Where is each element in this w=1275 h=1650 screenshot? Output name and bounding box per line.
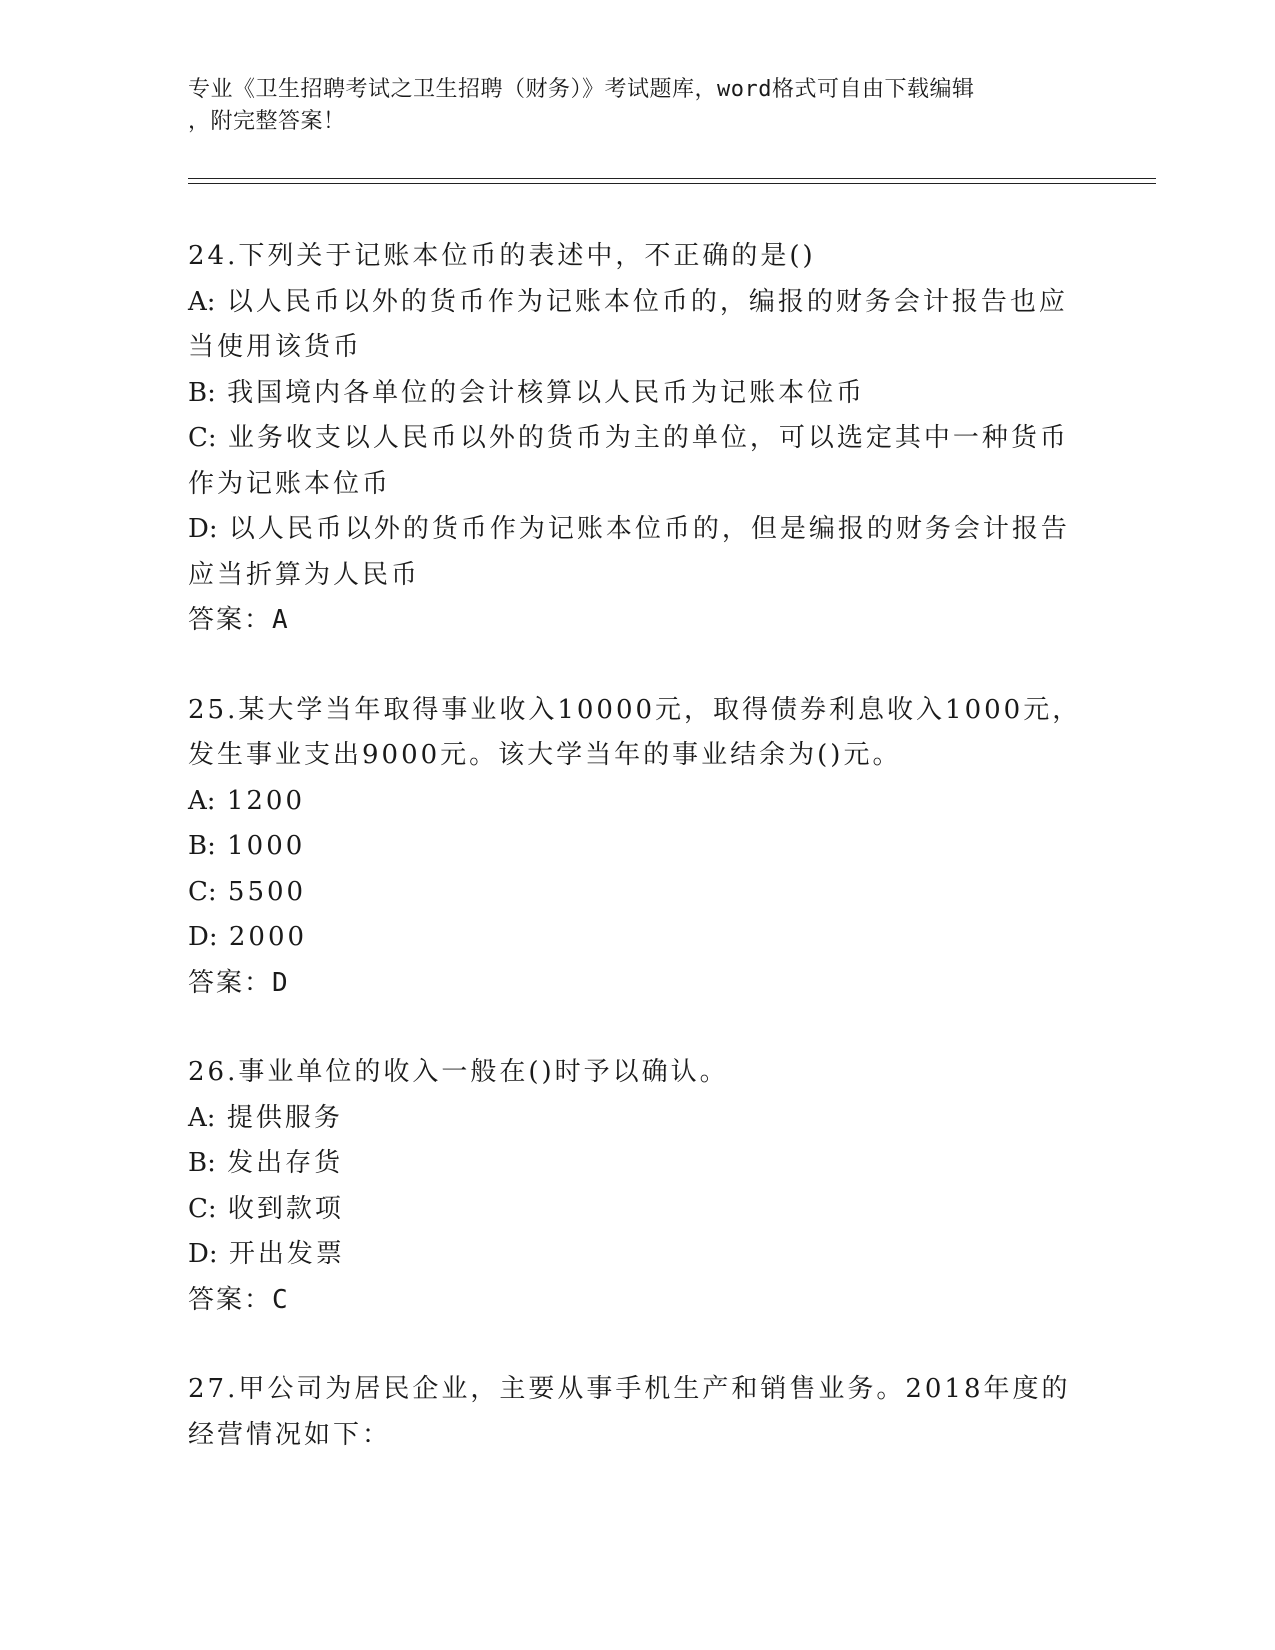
answer-value: C — [272, 1284, 288, 1315]
option-letter: D: — [188, 514, 218, 544]
option-text: 2000 — [228, 922, 308, 952]
option-text: 1000 — [227, 831, 306, 861]
option-a — [188, 779, 1088, 825]
document-header — [188, 74, 1078, 138]
option-d — [188, 915, 1088, 961]
option-b — [188, 371, 1088, 417]
option-letter: B: — [188, 831, 216, 861]
answer-label: 答案： — [188, 967, 273, 998]
header-line-1: 专业《卫生招聘考试之卫生招聘（财务）》考试题库，word格式可自由下载编辑 — [188, 77, 975, 102]
answer-line — [188, 598, 1088, 644]
question-26 — [188, 1050, 1088, 1323]
option-text: 我国境内各单位的会计核算以人民币为记账本位币 — [227, 377, 866, 408]
answer-value: D — [272, 967, 288, 998]
option-b — [188, 824, 1088, 870]
header-divider-top — [188, 178, 1156, 179]
option-letter: B: — [188, 377, 216, 408]
option-c — [188, 1187, 1088, 1233]
option-c — [188, 416, 1088, 507]
header-line-2: ，附完整答案！ — [188, 109, 346, 134]
option-d — [188, 1232, 1088, 1278]
answer-value: A — [272, 605, 288, 635]
option-text: 1200 — [226, 785, 305, 816]
option-text: 发出存货 — [227, 1148, 344, 1178]
option-letter: D: — [188, 1239, 218, 1269]
option-text: 以人民币以外的货币作为记账本位币的，但是编报的财务会计报告应当折算为人民币 — [188, 514, 1070, 590]
option-text: 5500 — [227, 876, 307, 907]
option-a — [188, 280, 1088, 371]
option-letter: A: — [188, 1102, 216, 1133]
question-list — [188, 234, 1088, 1458]
answer-label: 答案： — [188, 605, 273, 635]
option-a — [188, 1096, 1088, 1142]
question-stem: 27.甲公司为居民企业，主要从事手机生产和销售业务。2018年度的经营情况如下： — [188, 1374, 1071, 1450]
option-letter: C: — [188, 876, 217, 907]
option-text: 收到款项 — [227, 1193, 344, 1224]
answer-label: 答案： — [188, 1284, 273, 1315]
answer-line — [188, 1278, 1088, 1324]
option-text: 提供服务 — [226, 1102, 343, 1133]
option-d — [188, 507, 1088, 598]
option-letter: A: — [188, 286, 216, 317]
question-stem: 25.某大学当年取得事业收入10000元，取得债券利息收入1000元，发生事业支出9000元。该大学当年的事业结余为()元。 — [188, 694, 1082, 770]
option-text: 开出发票 — [228, 1239, 345, 1269]
question-24 — [188, 234, 1088, 644]
option-letter: C: — [188, 1193, 217, 1224]
option-text: 以人民币以外的货币作为记账本位币的，编报的财务会计报告也应当使用该货币 — [188, 286, 1068, 362]
question-25 — [188, 688, 1088, 1007]
question-stem: 26.事业单位的收入一般在()时予以确认。 — [188, 1057, 729, 1087]
question-27 — [188, 1367, 1088, 1458]
option-text: 业务收支以人民币以外的货币为主的单位，可以选定其中一种货币作为记账本位币 — [188, 423, 1069, 499]
answer-line — [188, 961, 1088, 1007]
header-divider-bottom — [188, 183, 1156, 184]
question-stem: 24.下列关于记账本位币的表述中，不正确的是() — [188, 241, 816, 271]
option-letter: D: — [188, 922, 218, 952]
option-letter: C: — [188, 423, 217, 453]
option-b — [188, 1141, 1088, 1187]
option-letter: A: — [188, 785, 216, 816]
option-c — [188, 870, 1088, 916]
option-letter: B: — [188, 1148, 216, 1178]
